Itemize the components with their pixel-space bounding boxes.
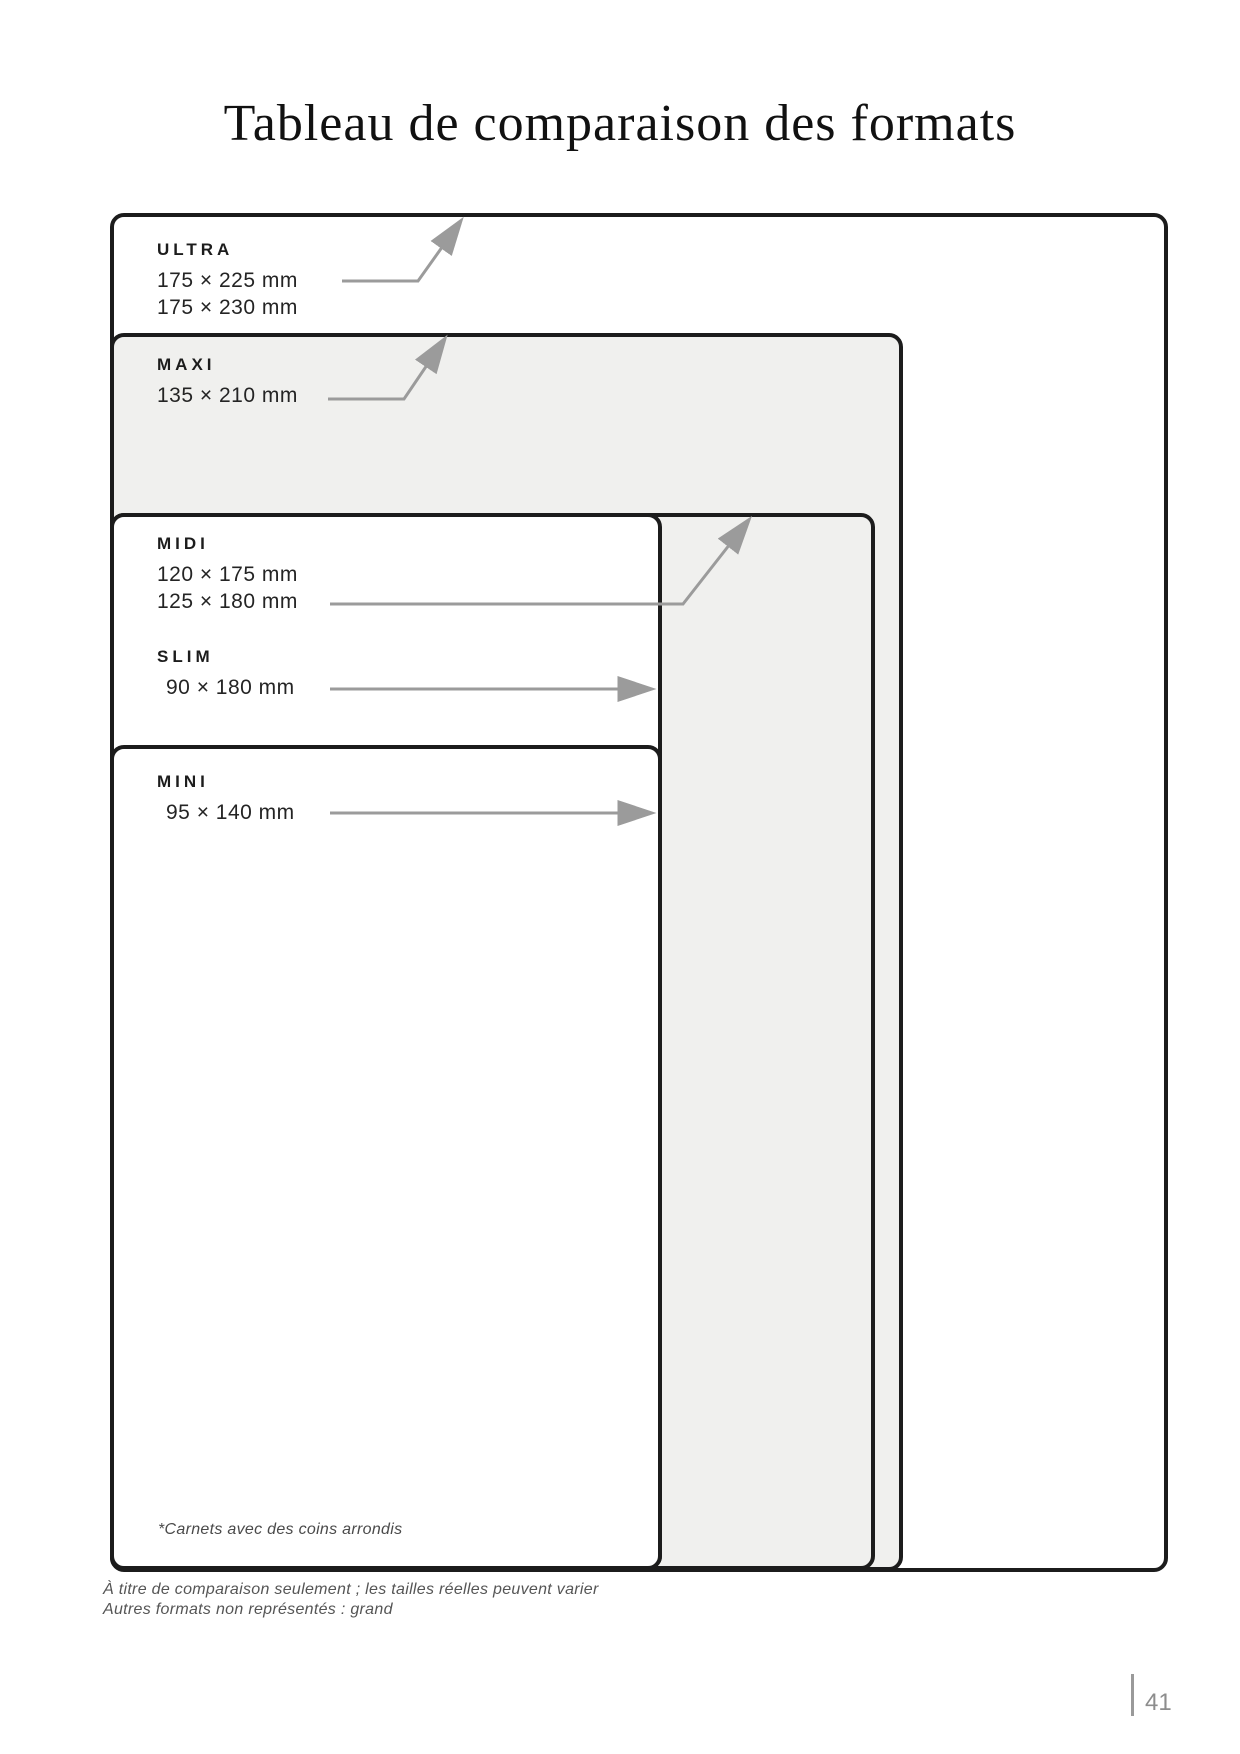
format-label-mini <box>157 772 295 826</box>
format-label-slim <box>157 647 295 701</box>
format-name: MAXI <box>157 355 216 374</box>
page-number <box>1131 1674 1172 1716</box>
format-dimension: 120 × 175 mm <box>157 563 298 586</box>
format-dimension: 135 × 210 mm <box>157 384 298 407</box>
format-label-midi <box>157 534 298 615</box>
page-title: Tableau de comparaison des formats <box>223 95 1017 152</box>
format-name: MIDI <box>157 534 209 553</box>
format-box-mini <box>110 745 662 1570</box>
page-number-value: 41 <box>1145 1689 1172 1716</box>
format-label-maxi <box>157 355 298 409</box>
format-dimension: 175 × 225 mm <box>157 269 298 292</box>
format-dimension: 175 × 230 mm <box>157 296 298 319</box>
format-dimension: 90 × 180 mm <box>166 676 295 699</box>
footnote-disclaimer <box>103 1580 599 1620</box>
format-name: ULTRA <box>157 240 234 259</box>
format-label-ultra <box>157 240 298 321</box>
footnote-comparison-line: À titre de comparaison seulement ; les tailles réelles peuvent varier <box>103 1581 599 1598</box>
footnote-other-formats-line: Autres formats non représentés : grand <box>103 1601 393 1618</box>
format-name: MINI <box>157 772 209 791</box>
format-dimension: 125 × 180 mm <box>157 590 298 613</box>
footnote-rounded-corners: *Carnets avec des coins arrondis <box>158 1521 403 1538</box>
format-dimension: 95 × 140 mm <box>166 801 295 824</box>
page-number-divider <box>1131 1674 1134 1716</box>
format-name: SLIM <box>157 647 214 666</box>
